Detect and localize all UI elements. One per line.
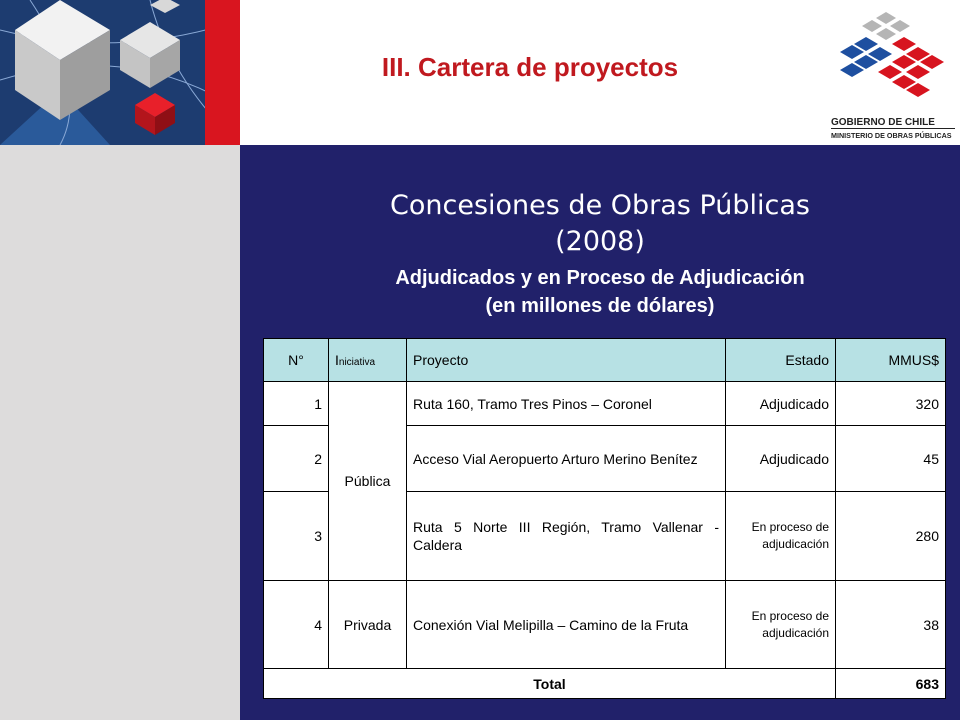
header-num: N°: [264, 339, 329, 382]
decorative-banner: [0, 0, 240, 145]
section-subheading: [240, 264, 960, 320]
logo-line1: GOBIERNO DE CHILE: [831, 117, 935, 128]
row-mmus: 280: [836, 492, 946, 581]
total-label: Total: [264, 669, 836, 699]
row-estado: Adjudicado: [726, 426, 836, 492]
mop-logo-icon: [828, 4, 958, 144]
header-mmus: MMUS$: [836, 339, 946, 382]
subheading-line2: (en millones de dólares): [485, 295, 715, 317]
row-mmus: 45: [836, 426, 946, 492]
header-iniciativa-rest: niciativa: [338, 357, 376, 368]
row-iniciativa: Privada: [329, 581, 407, 669]
table-header-row: [264, 339, 946, 382]
row-num: 2: [264, 426, 329, 492]
section-heading: [240, 188, 960, 260]
gobierno-de-chile-logo: [828, 4, 958, 144]
row-proyecto: Ruta 5 Norte III Región, Tramo Vallenar - Caldera: [407, 492, 726, 581]
banner-cubes-graphic: [0, 0, 240, 145]
header-iniciativa-initial: I: [335, 352, 339, 368]
row-estado: Adjudicado: [726, 382, 836, 426]
row-proyecto: Conexión Vial Melipilla – Camino de la Fruta: [407, 581, 726, 669]
left-gray-strip: [0, 145, 240, 720]
header-estado: Estado: [726, 339, 836, 382]
row-estado: En proceso de adjudicación: [726, 492, 836, 581]
row-num: 3: [264, 492, 329, 581]
heading-line2: (2008): [555, 226, 645, 257]
header-proyecto: Proyecto: [407, 339, 726, 382]
row-mmus: 320: [836, 382, 946, 426]
row-mmus: 38: [836, 581, 946, 669]
projects-table: [263, 338, 946, 699]
table-row: [264, 581, 946, 669]
logo-line2: MINISTERIO DE OBRAS PÚBLICAS: [831, 131, 952, 140]
table-row: [264, 382, 946, 426]
row-estado: En proceso de adjudicación: [726, 581, 836, 669]
row-num: 4: [264, 581, 329, 669]
header-iniciativa: [329, 339, 407, 382]
row-proyecto: Acceso Vial Aeropuerto Arturo Merino Benítez: [407, 426, 726, 492]
heading-line1: Concesiones de Obras Públicas: [390, 190, 810, 221]
row-iniciativa: Pública: [329, 382, 407, 581]
row-proyecto: Ruta 160, Tramo Tres Pinos – Coronel: [407, 382, 726, 426]
table-total-row: [264, 669, 946, 699]
subheading-line1: Adjudicados y en Proceso de Adjudicación: [395, 267, 805, 289]
page-title: III. Cartera de proyectos: [381, 52, 679, 82]
total-value: 683: [836, 669, 946, 699]
row-num: 1: [264, 382, 329, 426]
